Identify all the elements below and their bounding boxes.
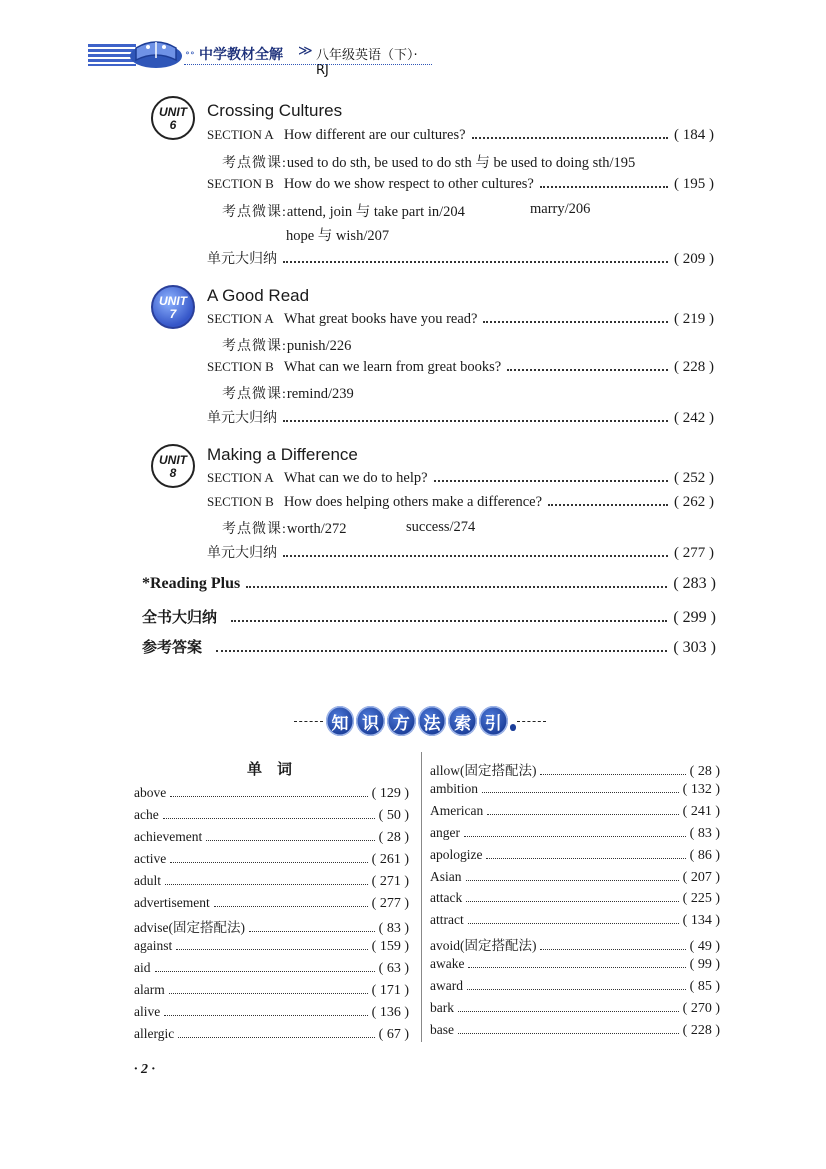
index-page-number: ( 159 ): [371, 939, 409, 955]
unit-title: Making a Difference: [207, 445, 358, 464]
toc-entry-u8-section-a[interactable]: [207, 470, 714, 487]
index-page-number: ( 28 ): [689, 764, 720, 779]
title-dashes-right: [517, 721, 546, 722]
header-arrows: ≫: [298, 43, 313, 59]
index-page-number: ( 83 ): [378, 921, 409, 937]
key-point-line: [222, 383, 354, 403]
dot-leader: [165, 884, 368, 885]
index-page-number: ( 83 ): [689, 825, 720, 841]
key-point-text: remind/239: [286, 386, 354, 402]
index-word: alive: [134, 1004, 161, 1019]
extra-label: 参考答案: [142, 638, 203, 656]
unit-title: Crossing Cultures: [207, 101, 343, 120]
book-logo-icon: [128, 34, 184, 70]
dot-leader: [170, 796, 367, 797]
dot-leader: [206, 840, 374, 841]
key-point-line: [222, 151, 635, 172]
key-point-text: marry/206: [530, 201, 591, 217]
toc-entry-answers[interactable]: [142, 636, 716, 657]
page-header: [88, 34, 433, 78]
unit-summary-label: 单元大归纳: [207, 251, 277, 267]
index-page-number: ( 132 ): [682, 781, 720, 797]
key-point-label: 考点微课:: [222, 522, 287, 537]
key-point-label: 考点微课:: [222, 387, 287, 402]
dot-leader: [467, 989, 686, 990]
index-page-number: ( 67 ): [378, 1026, 409, 1042]
section-title: What can we learn from great books?: [283, 359, 502, 375]
section-title: What great books have you read?: [283, 311, 478, 327]
index-word: awake: [430, 956, 465, 972]
index-page-number: ( 86 ): [689, 847, 720, 863]
index-entry[interactable]: [134, 873, 409, 890]
index-word: avoid(固定搭配法): [430, 938, 537, 954]
index-entry[interactable]: [134, 1026, 409, 1043]
toc-entry-u8-summary[interactable]: [207, 542, 714, 562]
page-number: ( 252 ): [674, 470, 714, 486]
index-word: allergic: [134, 1025, 175, 1041]
section-title: What can we do to help?: [283, 470, 428, 486]
index-entry[interactable]: [430, 825, 720, 842]
index-entry[interactable]: [430, 847, 720, 864]
dot-leader: [464, 836, 686, 837]
index-page-number: ( 63 ): [378, 961, 409, 977]
index-entry[interactable]: [430, 803, 720, 820]
index-word: ambition: [430, 780, 478, 796]
index-title-char: 知: [326, 706, 355, 736]
index-page-number: ( 136 ): [371, 1005, 409, 1020]
toc-entry-u7-summary[interactable]: [207, 407, 714, 427]
index-page-number: ( 99 ): [689, 957, 720, 973]
index-entry[interactable]: [134, 938, 409, 955]
footer-page-number: · 2 ·: [134, 1062, 155, 1077]
key-point-line: [222, 518, 347, 538]
unit-badge-8: [151, 444, 195, 488]
index-word: alarm: [134, 982, 165, 998]
index-word: against: [134, 938, 173, 954]
key-point-label: 考点微课:: [222, 339, 287, 354]
page-number: ( 262 ): [674, 494, 714, 510]
key-point-text: punish/226: [286, 338, 352, 354]
index-page-number: ( 271 ): [371, 873, 409, 889]
dot-leader: [163, 818, 375, 819]
index-word: allow(固定搭配法): [430, 763, 537, 778]
section-label: SECTION A: [207, 470, 274, 485]
index-word: apologize: [430, 846, 483, 862]
index-entry[interactable]: [134, 960, 409, 977]
dot-leader: [472, 137, 668, 139]
dot-leader: [164, 1015, 367, 1016]
index-entry[interactable]: [134, 851, 409, 868]
index-page-number: ( 270 ): [682, 1000, 720, 1016]
index-word: advertisement: [134, 894, 210, 910]
title-dashes-left: [294, 721, 323, 722]
page-number: ( 303 ): [673, 639, 716, 656]
key-point-label: 考点微课:: [222, 156, 287, 171]
page-number: ( 277 ): [674, 545, 714, 561]
extra-label: *Reading Plus: [142, 575, 241, 592]
dot-leader: [540, 774, 685, 775]
index-page-number: ( 228 ): [682, 1022, 720, 1038]
toc-entry-book-summary[interactable]: [142, 606, 716, 627]
index-title-char: 引: [479, 706, 508, 736]
page-number: ( 242 ): [674, 410, 714, 426]
index-entry[interactable]: [134, 982, 409, 999]
dot-leader: [283, 261, 668, 263]
dot-leader: [487, 814, 678, 815]
index-column-heading: 单 词: [247, 760, 293, 778]
unit-badge-number: 8: [169, 465, 177, 480]
extra-label: 全书大归纳: [142, 608, 218, 626]
index-word: American: [430, 802, 484, 818]
dot-leader: [507, 369, 668, 371]
dot-leader: [216, 650, 667, 652]
dot-leader: [283, 555, 668, 557]
index-entry[interactable]: [430, 869, 720, 886]
dot-leader: [483, 321, 668, 323]
unit-badge-6: [151, 96, 195, 140]
unit-badge-number: 7: [169, 306, 177, 321]
index-entry[interactable]: [134, 785, 409, 802]
header-book-title: 八年级英语（下）· RJ: [316, 48, 418, 78]
index-page-number: ( 134 ): [682, 913, 720, 929]
index-word: bark: [430, 999, 454, 1015]
key-point-text: worth/272: [286, 521, 347, 537]
dot-leader: [466, 880, 679, 881]
index-entry[interactable]: [134, 916, 409, 937]
index-word: award: [430, 978, 463, 993]
index-column-divider: [421, 752, 422, 1042]
index-title-char: 法: [418, 706, 447, 736]
page-number: ( 219 ): [674, 311, 714, 327]
dot-leader: [548, 504, 668, 506]
index-title-char: 索: [448, 706, 477, 736]
index-page-number: ( 28 ): [378, 829, 409, 845]
key-point-text: success/274: [406, 519, 476, 535]
dot-leader: [170, 862, 367, 863]
dot-leader: [468, 967, 685, 968]
index-word: anger: [430, 824, 460, 840]
index-entry[interactable]: [134, 807, 409, 824]
page-number: ( 209 ): [674, 251, 714, 267]
unit-badge-word: UNIT: [159, 293, 187, 308]
dot-leader: [214, 906, 368, 907]
dot-leader: [540, 186, 668, 188]
dot-leader: [458, 1011, 679, 1012]
key-point-text: attend, join 与 take part in/204: [286, 204, 465, 220]
page-number: ( 283 ): [673, 575, 716, 592]
section-label: SECTION B: [207, 359, 274, 374]
dot-leader: [169, 993, 368, 994]
title-dot-icon: [510, 724, 517, 731]
index-entry[interactable]: [134, 829, 409, 846]
index-page-number: ( 85 ): [689, 979, 720, 994]
index-section-title: [294, 705, 546, 737]
page-number: ( 195 ): [674, 176, 714, 192]
dot-leader: [458, 1033, 679, 1034]
index-word: advise(固定搭配法): [134, 920, 245, 936]
dot-leader: [468, 923, 679, 924]
index-page-number: ( 225 ): [682, 891, 720, 907]
index-page-number: ( 277 ): [371, 895, 409, 911]
dot-leader: [482, 792, 679, 793]
header-series-title: 中学教材全解: [199, 47, 283, 63]
index-entry[interactable]: [430, 934, 720, 955]
index-entry[interactable]: [134, 1004, 409, 1021]
index-page-number: ( 241 ): [682, 803, 720, 819]
unit-title: A Good Read: [207, 286, 310, 305]
toc-entry-u6-section-a[interactable]: [207, 127, 714, 144]
index-page-number: ( 129 ): [371, 786, 409, 801]
toc-entry-u7-section-a[interactable]: [207, 311, 714, 328]
key-point-line: [222, 335, 351, 355]
section-label: SECTION B: [207, 494, 274, 509]
section-label: SECTION A: [207, 311, 274, 326]
index-word: base: [430, 1021, 454, 1037]
dot-leader: [466, 901, 678, 902]
toc-entry-reading-plus[interactable]: [142, 575, 716, 593]
index-word: aid: [134, 960, 151, 976]
index-word: above: [134, 785, 167, 800]
toc-entry-u6-summary[interactable]: [207, 248, 714, 268]
index-page-number: ( 261 ): [371, 851, 409, 867]
page-number: ( 184 ): [674, 127, 714, 143]
index-entry[interactable]: [430, 912, 720, 929]
section-label: SECTION A: [207, 127, 274, 142]
unit-badge-7: [151, 285, 195, 329]
index-entry[interactable]: [430, 781, 720, 798]
index-word: attract: [430, 912, 464, 928]
key-point-text: hope 与 wish/207: [286, 228, 390, 244]
dot-leader: [434, 480, 668, 482]
index-title-char: 识: [356, 706, 385, 736]
key-point-text: used to do sth, be used to do sth 与 be used to doing sth/195: [286, 155, 636, 171]
index-word: Asian: [430, 868, 462, 884]
toc-entry-u8-section-b[interactable]: [207, 494, 714, 511]
unit-summary-label: 单元大归纳: [207, 545, 277, 561]
index-word: active: [134, 850, 167, 866]
section-title: How different are our cultures?: [283, 127, 466, 143]
header-dots: ∘∘: [185, 48, 195, 59]
index-entry[interactable]: [430, 956, 720, 973]
unit-badge-number: 6: [169, 117, 177, 132]
key-point-label: 考点微课:: [222, 205, 287, 220]
index-page-number: ( 49 ): [689, 939, 720, 955]
index-word: achievement: [134, 828, 203, 844]
page-number: ( 228 ): [674, 359, 714, 375]
index-entry[interactable]: [430, 978, 720, 995]
index-entry[interactable]: [430, 759, 720, 780]
dot-leader: [176, 949, 367, 950]
dot-leader: [155, 971, 375, 972]
index-entry[interactable]: [430, 1000, 720, 1017]
key-point-line: [222, 200, 465, 221]
section-label: SECTION B: [207, 176, 274, 191]
dot-leader: [231, 620, 667, 622]
index-entry[interactable]: [430, 1022, 720, 1039]
dot-leader: [540, 949, 685, 950]
unit-badge-word: UNIT: [159, 452, 187, 467]
unit-summary-label: 单元大归纳: [207, 410, 277, 426]
index-word: ache: [134, 806, 159, 822]
dot-leader: [178, 1037, 374, 1038]
index-entry[interactable]: [430, 890, 720, 907]
header-dotted-rule: [184, 64, 432, 65]
dot-leader: [283, 420, 668, 422]
index-page-number: ( 50 ): [378, 807, 409, 823]
toc-entry-u6-section-b[interactable]: [207, 176, 714, 193]
unit-badge-word: UNIT: [159, 104, 187, 119]
index-page-number: ( 171 ): [371, 983, 409, 999]
page-number: ( 299 ): [673, 609, 716, 626]
index-title-char: 方: [387, 706, 416, 736]
index-page-number: ( 207 ): [682, 869, 720, 885]
index-entry[interactable]: [134, 895, 409, 912]
toc-entry-u7-section-b[interactable]: [207, 359, 714, 376]
index-word: attack: [430, 890, 463, 906]
dot-leader: [246, 586, 667, 588]
index-word: adult: [134, 872, 161, 888]
dot-leader: [486, 858, 685, 859]
section-title: How do we show respect to other cultures?: [283, 176, 534, 192]
dot-leader: [249, 931, 375, 932]
section-title: How does helping others make a difference?: [283, 494, 543, 510]
